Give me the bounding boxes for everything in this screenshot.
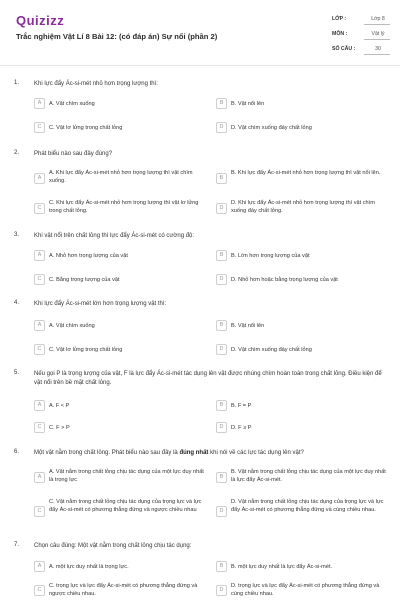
option-text: D. Khi lực đẩy Ác-si-mét nhỏ hơn trọng lượng thì vật chìm xuống đáy chất lỏng. <box>231 200 375 214</box>
option-letter-badge: B <box>216 561 227 572</box>
question-number: 4. <box>14 300 20 306</box>
option-text: D. Vật chìm xuống đáy chất lỏng <box>231 347 312 353</box>
meta-subject-value: Vật lý <box>371 31 385 37</box>
option-text: D. Vật chìm xuống đáy chất lỏng <box>231 125 312 131</box>
option-letter-badge: C <box>34 422 45 433</box>
option-text: A. Vật nằm trong chất lỏng chịu tác dụng của một lực duy nhất là trọng lực <box>49 469 204 483</box>
question-number: 7. <box>14 542 20 548</box>
option-letter-badge: B <box>216 400 227 411</box>
option-letter-badge: C <box>34 203 45 214</box>
option-text: C. Bằng trọng lượng của vật <box>49 277 120 283</box>
option-letter-badge: D <box>216 122 227 133</box>
option-letter-badge: B <box>216 98 227 109</box>
option-text: A. F < P <box>49 403 70 409</box>
option-letter-badge: B <box>216 173 227 184</box>
option-text: A. một lực duy nhất là trọng lực. <box>49 564 129 570</box>
question-number: 6. <box>14 449 20 455</box>
question-text: Khi lực đẩy Ác-si-mét nhỏ hơn trọng lượng thì: <box>34 81 158 87</box>
option-letter-badge: D <box>216 274 227 285</box>
option-text: C. Vật nằm trong chất lỏng chịu tác dụng của trọng lực và lực đẩy Ác-si-mét có phương thẳng đứng và ngược chiều nhau <box>49 499 202 513</box>
question-text: Khi lực đẩy Ác-si-mét lớn hơn trọng lượng vật thì: <box>34 301 167 307</box>
question-number: 1. <box>14 80 20 86</box>
option-text: C. F > P <box>49 425 70 431</box>
meta-count-underline <box>364 54 390 55</box>
option-letter-badge: A <box>34 320 45 331</box>
emphasis-text: đúng nhất <box>179 450 209 456</box>
option-letter-badge: C <box>34 274 45 285</box>
option-letter-badge: D <box>216 203 227 214</box>
option-text: B. Vật nằm trong chất lỏng chịu tác dụng của một lực duy nhất là lực đẩy Ác-si-mét. <box>231 469 386 483</box>
option-text: C. Vật lơ lửng trong chất lỏng <box>49 347 123 353</box>
option-text: A. Vật chìm xuống <box>49 101 95 107</box>
option-letter-badge: A <box>34 250 45 261</box>
option-text: B. F = P <box>231 403 252 409</box>
option-letter-badge: D <box>216 585 227 596</box>
option-text: D. Vật nằm trong chất lỏng chịu tác dụng của trọng lực và lực đẩy Ác-si-mét có phương thẳng đứng và cùng chiều nhau. <box>231 499 384 513</box>
meta-grade-value: Lớp 8 <box>371 16 385 22</box>
option-text: B. Lớn hơn trọng lượng của vật <box>231 253 310 259</box>
option-text: B. Vật nổi lên <box>231 101 265 107</box>
option-text: A. Nhỏ hơn trọng lượng của vật <box>49 253 128 259</box>
meta-count-value: 30 <box>375 46 381 52</box>
option-letter-badge: C <box>34 506 45 517</box>
option-letter-badge: C <box>34 344 45 355</box>
question-text <box>34 449 388 458</box>
question-text: Phát biểu nào sau đây đúng? <box>34 151 113 157</box>
option-text: A. Khi lực đẩy Ác-si-mét nhỏ hơn trọng lượng thì vật chìm xuống. <box>49 170 193 184</box>
option-letter-badge: A <box>34 400 45 411</box>
meta-count-label: SỐ CÂU : <box>332 46 356 52</box>
option-text: D. Nhỏ hơn hoặc bằng trọng lượng của vật <box>231 277 338 283</box>
question-text: Nếu gọi P là trọng lượng của vật, F là lực đẩy Ác-si-mét tác dụng lên vật được nhúng chìm hoàn toàn trong chất lỏng. Điều kiện để vật nổi trên bề mặt chất lỏng. <box>34 371 382 386</box>
option-text: D. trọng lực và lực đẩy Ác-si-mét có phương thẳng đứng và cùng chiều nhau. <box>231 583 380 597</box>
option-letter-badge: A <box>34 98 45 109</box>
question-text-part: khi nói về các lực tác dụng lên vật? <box>208 450 304 456</box>
option-text: B. Vật nổi lên <box>231 323 265 329</box>
option-letter-badge: A <box>34 561 45 572</box>
worksheet-header <box>0 0 400 66</box>
question-number: 3. <box>14 232 20 238</box>
question-text-part: Một vật nằm trong chất lỏng. Phát biểu nào sau đây là <box>34 450 180 456</box>
option-letter-badge: B <box>216 250 227 261</box>
option-letter-badge: A <box>34 472 45 483</box>
question-text: Khi vật nổi trên chất lỏng thì lực đẩy Ác-si-mét có cường độ: <box>34 233 195 239</box>
quiz-title: Trắc nghiệm Vật Lí 8 Bài 12: (có đáp án) Sự nổi (phần 2) <box>16 32 218 41</box>
option-text: B. một lực duy nhất là lực đẩy Ác-si-mét. <box>231 564 333 570</box>
option-letter-badge: B <box>216 472 227 483</box>
option-letter-badge: C <box>34 585 45 596</box>
option-letter-badge: B <box>216 320 227 331</box>
meta-grade-underline <box>364 24 390 25</box>
quizizz-logo: Quizizz <box>16 13 65 28</box>
option-letter-badge: D <box>216 422 227 433</box>
option-text: C. Vật lơ lửng trong chất lỏng <box>49 125 123 131</box>
meta-subject-underline <box>364 39 390 40</box>
meta-grade-label: LỚP : <box>332 16 347 22</box>
option-letter-badge: C <box>34 122 45 133</box>
question-number: 5. <box>14 370 20 376</box>
option-text: A. Vật chìm xuống <box>49 323 95 329</box>
option-text: C. trọng lực và lực đẩy Ác-si-mét có phương thẳng đứng và ngược chiều nhau. <box>49 583 198 597</box>
meta-subject-label: MÔN : <box>332 31 348 37</box>
option-text: B. Khi lực đẩy Ác-si-mét nhỏ hơn trọng lượng thì vật nổi lên. <box>231 170 381 176</box>
option-text: C. Khi lực đẩy Ác-si-mét nhỏ hơn trọng lượng thì vật lơ lửng trong chất lỏng. <box>49 200 199 214</box>
option-letter-badge: A <box>34 173 45 184</box>
question-number: 2. <box>14 150 20 156</box>
question-text: Chọn câu đúng: Một vật nằm trong chất lỏng chịu tác dụng: <box>34 543 192 549</box>
option-letter-badge: D <box>216 344 227 355</box>
option-text: D. F ≥ P <box>231 425 252 431</box>
option-letter-badge: D <box>216 506 227 517</box>
